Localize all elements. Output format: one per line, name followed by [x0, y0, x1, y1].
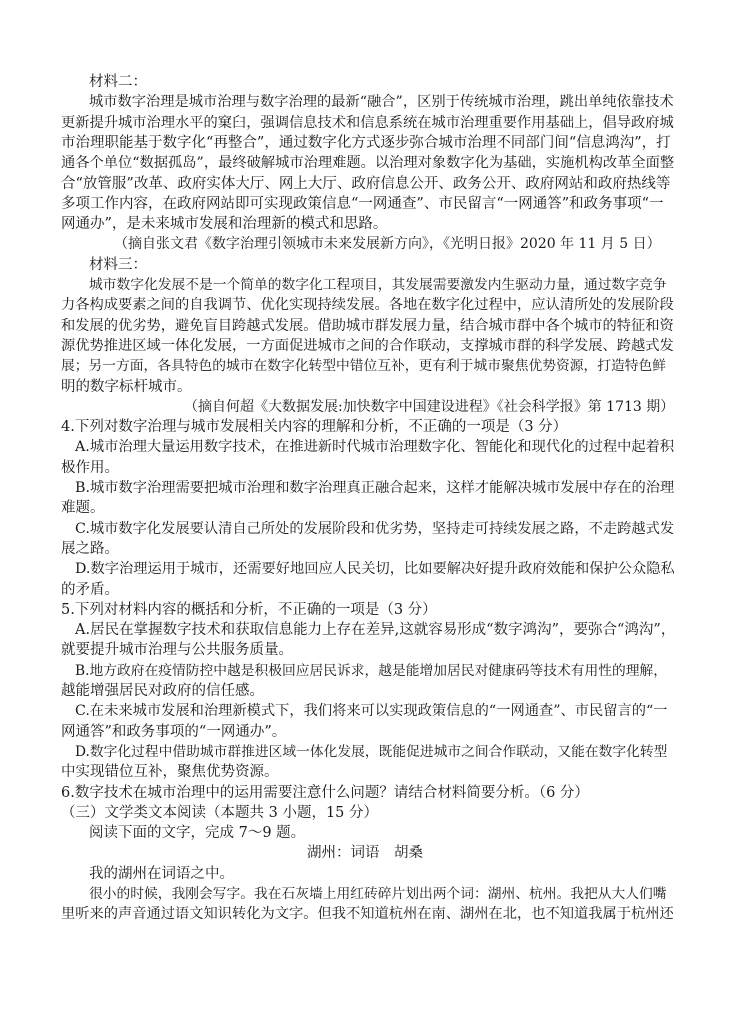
question-5-option-d-cont: 中实现错位互补，聚焦优势资源。 [61, 764, 279, 781]
question-5-option-c-cont: 网通答”和政务事项的“一网通办”。 [61, 723, 287, 740]
question-5-option-b: B.地方政府在疫情防控中越是积极回应居民诉求，越是能增加居民对健康码等技术有用性的理解， [75, 662, 667, 679]
material2-heading: 材料二： [89, 74, 147, 90]
material3-source: （摘自何超《大数据发展:加快数字中国建设进程》《社会科学报》第 1713 期） [184, 398, 675, 415]
question-5-option-a-cont: 就要提升城市治理与公共服务质量。 [61, 642, 293, 659]
section-3-instruction: 阅读下面的文字，完成 7～9 题。 [89, 825, 306, 842]
question-4-option-a: A.城市治理大量运用数字技术，在推进新时代城市治理数字化、智能化和现代化的过程中起着积 [75, 439, 675, 456]
question-4-option-d-cont: 的矛盾。 [61, 581, 119, 598]
question-5-option-c: C.在未来城市发展和治理新模式下，我们将来可以实现政策信息的“一网通查”、市民留言的“一 [75, 703, 668, 720]
section-3-heading: （三）文学类文本阅读（本题共 3 小题，15 分） [61, 804, 379, 821]
question-4-option-c-cont: 展之路。 [61, 540, 119, 557]
material3-line: 展；另一方面，各具特色的城市在数字化转型中错位互补，更有利于城市聚焦优势资源，打造特色鲜 [61, 358, 667, 375]
passage-line: 我的湖州在词语之中。 [89, 865, 234, 882]
material2-line: 网通办”，是未来城市发展和治理新的模式和思路。 [61, 216, 388, 233]
question-5-stem: 5.下列对材料内容的概括和分析，不正确的一项是（3 分） [61, 601, 437, 618]
passage-line: 很小的时候，我刚会写字。我在石灰墙上用红砖碎片划出两个词：湖州、杭州。我把从大人们嘴 [89, 886, 667, 902]
passage-title: 湖州：词语 胡桑 [307, 845, 423, 862]
material3-line: 明的数字标杆城市。 [61, 378, 192, 395]
material2-line: 多项工作内容，在政府网站即可实现政策信息“一网通查”、市民留言“一网通答”和政务事项“一 [61, 195, 664, 212]
question-4-option-d: D.数字治理运用于城市，还需要好地回应人民关切，比如要解决好提升政府效能和保护公众隐私 [75, 561, 675, 578]
material2-line: 市治理职能基于数字化“再整合”，通过数字化方式逐步弥合城市治理不同部门间“信息鸿沟”，打 [61, 134, 671, 151]
question-4-option-b-cont: 难题。 [61, 500, 105, 517]
question-5-option-d: D.数字化过程中借助城市群推进区域一体化发展，既能促进城市之间合作联动，又能在数字化转型 [75, 743, 668, 760]
passage-line: 里听来的声音通过语文知识转化为文字。但我不知道杭州在南、湖州在北，也不知道我属于杭州还 [61, 906, 674, 923]
material3-line: 城市数字化发展不是一个简单的数字化工程项目，其发展需要激发内生驱动力量，通过数字竞争 [89, 277, 667, 293]
question-4-option-c: C.城市数字化发展要认清自己所处的发展阶段和优劣势，坚持走可持续发展之路，不走跨越式发 [75, 520, 675, 537]
question-4-option-b: B.城市数字治理需要把城市治理和数字治理真正融合起来，这样才能解决城市发展中存在的治理 [75, 480, 675, 496]
material2-source: （摘自张文君《数字治理引领城市未来发展新方向》，《光明日报》2020 年 11 月 5 日） [114, 236, 661, 253]
material3-line: 和发展的优劣势，避免盲目跨越式发展。借助城市群发展力量，结合城市群中各个城市的特征和资 [61, 317, 674, 334]
question-4-option-a-cont: 极作用。 [61, 459, 119, 476]
material3-heading: 材料三： [89, 256, 147, 273]
material2-line: 通各个单位“数据孤岛”，最终破解城市治理难题。以治理对象数字化为基础，实施机构改革全面整 [61, 155, 675, 172]
material3-line: 源优势推进区域一体化发展，一方面促进城市之间的合作联动，支撑城市群的科学发展、跨越式发 [61, 337, 674, 354]
material2-line: 更新提升城市治理水平的窠臼，强调信息技术和信息系统在城市治理重要作用基础上，倡导政府城 [61, 114, 674, 131]
question-5-option-b-cont: 越能增强居民对政府的信任感。 [61, 683, 264, 699]
material2-line: 城市数字治理是城市治理与数字治理的最新“融合”，区别于传统城市治理，跳出单纯依靠技术 [89, 94, 674, 111]
material3-line: 力各构成要素之间的自我调节、优化实现持续发展。各地在数字化过程中，应认清所处的发展阶段 [61, 297, 674, 314]
question-6-stem: 6.数字技术在城市治理中的运用需要注意什么问题？请结合材料简要分析。（6 分） [61, 784, 589, 801]
question-4-stem: 4.下列对数字治理与城市发展相关内容的理解和分析，不正确的一项是（3 分） [61, 419, 568, 436]
material2-line: 合“放管服”改革、政府实体大厅、网上大厅、政府信息公开、政务公开、政府网站和政府热线等 [61, 175, 671, 192]
question-5-option-a: A.居民在掌握数字技术和获取信息能力上存在差异,这就容易形成“数字鸿沟”，要弥合“鸿沟”， [75, 622, 676, 639]
